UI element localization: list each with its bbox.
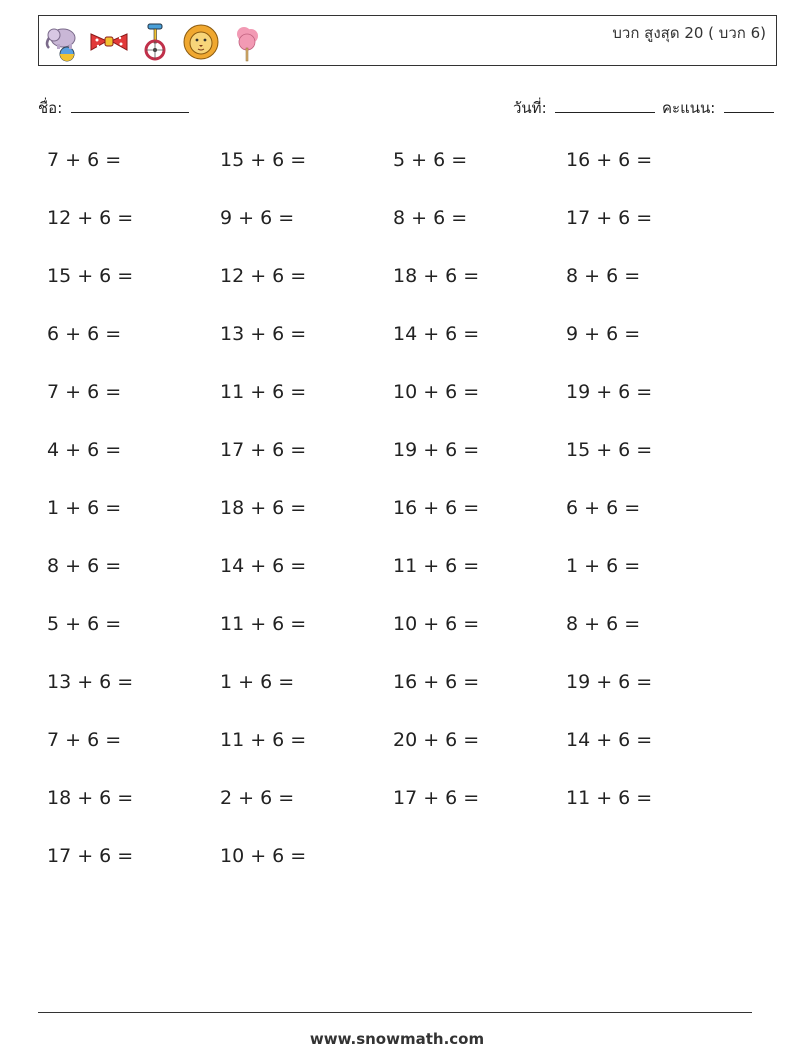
- date-label: วันที่:: [513, 99, 547, 117]
- problem-item: 5 + 6 =: [47, 613, 122, 635]
- problem-item: 8 + 6 =: [566, 613, 641, 635]
- footer-url: www.snowmath.com: [309, 1030, 485, 1048]
- problem-item: 11 + 6 =: [220, 613, 307, 635]
- problem-item: 12 + 6 =: [220, 265, 307, 287]
- problem-item: 1 + 6 =: [220, 671, 295, 693]
- problem-item: 20 + 6 =: [393, 729, 480, 751]
- problem-item: 11 + 6 =: [220, 381, 307, 403]
- problem-item: 12 + 6 =: [47, 207, 134, 229]
- problem-item: 13 + 6 =: [47, 671, 134, 693]
- problem-item: 16 + 6 =: [566, 149, 653, 171]
- problem-item: 17 + 6 =: [220, 439, 307, 461]
- problem-item: 18 + 6 =: [47, 787, 134, 809]
- problem-item: 19 + 6 =: [393, 439, 480, 461]
- bow-tie-icon: [89, 20, 129, 64]
- footer-divider: [38, 1012, 752, 1013]
- problem-item: 11 + 6 =: [220, 729, 307, 751]
- problem-item: 1 + 6 =: [566, 555, 641, 577]
- score-label: คะแนน:: [662, 99, 716, 117]
- problem-item: 18 + 6 =: [393, 265, 480, 287]
- problem-item: 9 + 6 =: [566, 323, 641, 345]
- problem-item: 6 + 6 =: [566, 497, 641, 519]
- problem-item: 2 + 6 =: [220, 787, 295, 809]
- problem-item: 7 + 6 =: [47, 729, 122, 751]
- problem-item: 14 + 6 =: [566, 729, 653, 751]
- problem-item: 8 + 6 =: [566, 265, 641, 287]
- problem-item: 15 + 6 =: [220, 149, 307, 171]
- lion-icon: [181, 20, 221, 64]
- problem-item: 10 + 6 =: [220, 845, 307, 867]
- problem-item: 11 + 6 =: [566, 787, 653, 809]
- date-blank[interactable]: [555, 98, 655, 113]
- problem-item: 19 + 6 =: [566, 671, 653, 693]
- problem-item: 17 + 6 =: [393, 787, 480, 809]
- problem-item: 8 + 6 =: [47, 555, 122, 577]
- score-field: [662, 96, 774, 120]
- name-label: ชื่อ:: [38, 99, 63, 117]
- problem-item: 11 + 6 =: [393, 555, 480, 577]
- problem-item: 1 + 6 =: [47, 497, 122, 519]
- cotton-candy-icon: [227, 20, 267, 64]
- name-field: [38, 96, 189, 120]
- unicycle-icon: [135, 20, 175, 64]
- problem-item: 4 + 6 =: [47, 439, 122, 461]
- problem-item: 13 + 6 =: [220, 323, 307, 345]
- problem-item: 9 + 6 =: [220, 207, 295, 229]
- problem-item: 16 + 6 =: [393, 497, 480, 519]
- problem-item: 15 + 6 =: [47, 265, 134, 287]
- problem-item: 17 + 6 =: [566, 207, 653, 229]
- worksheet-title: บวก สูงสุด 20 ( บวก 6): [612, 24, 766, 42]
- date-field: [513, 96, 655, 120]
- problem-item: 19 + 6 =: [566, 381, 653, 403]
- problem-item: 10 + 6 =: [393, 381, 480, 403]
- header-icons: [43, 20, 273, 64]
- problem-item: 14 + 6 =: [220, 555, 307, 577]
- problem-item: 7 + 6 =: [47, 149, 122, 171]
- problem-item: 10 + 6 =: [393, 613, 480, 635]
- problem-item: 15 + 6 =: [566, 439, 653, 461]
- problem-item: 16 + 6 =: [393, 671, 480, 693]
- problem-item: 5 + 6 =: [393, 149, 468, 171]
- problem-item: 14 + 6 =: [393, 323, 480, 345]
- problem-item: 17 + 6 =: [47, 845, 134, 867]
- elephant-on-ball-icon: [43, 20, 83, 64]
- name-blank[interactable]: [71, 98, 189, 113]
- problem-item: 7 + 6 =: [47, 381, 122, 403]
- problem-item: 6 + 6 =: [47, 323, 122, 345]
- score-blank[interactable]: [724, 98, 774, 113]
- problem-item: 18 + 6 =: [220, 497, 307, 519]
- worksheet-header: [38, 15, 777, 66]
- problem-item: 8 + 6 =: [393, 207, 468, 229]
